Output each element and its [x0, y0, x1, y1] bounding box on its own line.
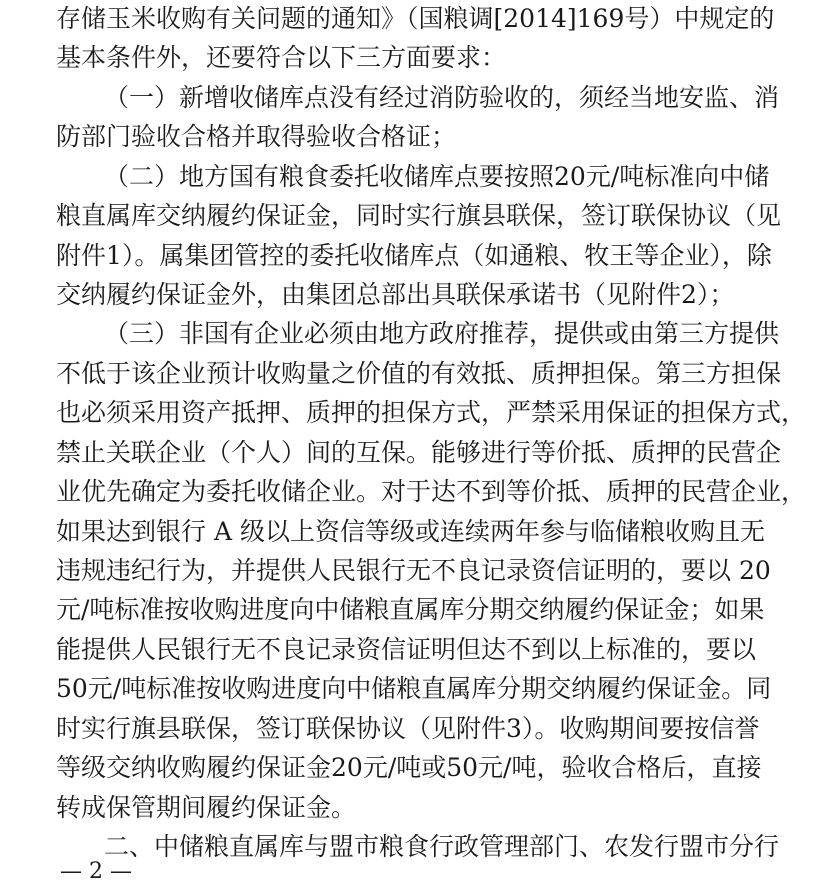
text-line: 存储玉米收购有关问题的通知》（国粮调[2014]169号）中规定的 [56, 4, 775, 33]
text-line: 50元/吨标准按收购进度向中储粮直属库分期交纳履约保证金。同 [56, 674, 772, 703]
text-line: 附件1）。属集团管控的委托收储库点（如通粮、牧王等企业），除 [56, 241, 772, 270]
text-line: 时实行旗县联保，签订联保协议（见附件3）。收购期间要按信誉 [56, 714, 760, 743]
text-line: 等级交纳收购履约保证金20元/吨或50元/吨，验收合格后，直接 [56, 753, 762, 782]
text-line: 防部门验收合格并取得验收合格证； [56, 122, 457, 151]
text-line: 不低于该企业预计收购量之价值的有效抵、质押担保。第三方担保 [56, 359, 782, 388]
text-line: 交纳履约保证金外，由集团总部出具联保承诺书（见附件2）； [56, 280, 735, 309]
text-line: 如果达到银行 A 级以上资信等级或连续两年参与临储粮收购且无 [56, 517, 765, 546]
text-line: 业优先确定为委托收储企业。对于达不到等价抵、质押的民营企业， [56, 477, 807, 506]
text-line: （一）新增收储库点没有经过消防验收的，须经当地安监、消 [104, 83, 780, 112]
text-line: 转成保管期间履约保证金。 [56, 793, 357, 822]
page-number: — 2 — [60, 859, 132, 884]
text-line: 粮直属库交纳履约保证金，同时实行旗县联保，签订联保协议（见 [56, 201, 782, 230]
text-line: 禁止关联企业（个人）间的互保。能够进行等价抵、质押的民营企 [56, 438, 782, 467]
text-line: 也必须采用资产抵押、质押的担保方式，严禁采用保证的担保方式， [56, 398, 807, 427]
text-line: 违规违纪行为，并提供人民银行无不良记录资信证明的，要以 20 [56, 556, 771, 585]
text-line: （三）非国有企业必须由地方政府推荐，提供或由第三方提供 [104, 319, 780, 348]
text-line: （二）地方国有粮食委托收储库点要按照20元/吨标准向中储 [104, 162, 770, 191]
text-line: 基本条件外，还要符合以下三方面要求： [56, 43, 507, 72]
text-line: 二、中储粮直属库与盟市粮食行政管理部门、农发行盟市分行 [104, 832, 780, 861]
text-line: 能提供人民银行无不良记录资信证明但达不到以上标准的，要以 [56, 635, 757, 664]
text-line: 元/吨标准按收购进度向中储粮直属库分期交纳履约保证金；如果 [56, 595, 765, 624]
